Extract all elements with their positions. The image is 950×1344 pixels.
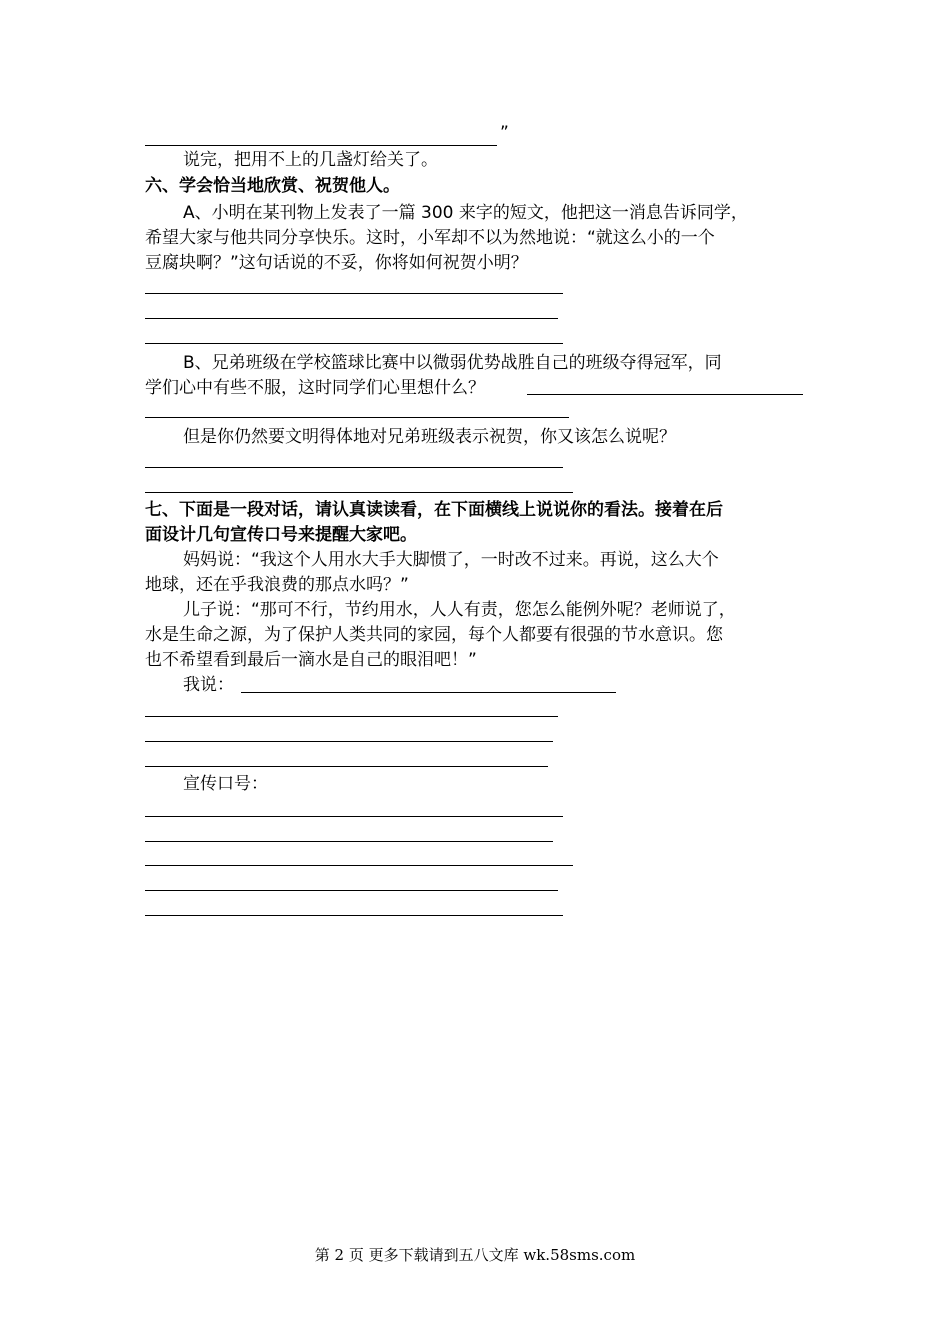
closing-quote: ”: [500, 123, 509, 143]
question-6a-text: 希望大家与他共同分享快乐。这时，小军却不以为然地说：“就这么小的一个: [145, 228, 715, 248]
answer-line: [145, 145, 497, 146]
answer-line: [145, 816, 563, 817]
answer-line: [145, 716, 558, 717]
answer-line: [145, 890, 558, 891]
answer-line: [145, 841, 553, 842]
my-view-label: 我说：: [183, 675, 234, 695]
section-7-heading: 面设计几句宣传口号来提醒大家吧。: [145, 525, 417, 545]
answer-line: [145, 343, 563, 344]
section-6-heading: 六、学会恰当地欣赏、祝贺他人。: [145, 176, 400, 196]
dialogue-mom: 地球，还在乎我浪费的那点水吗？”: [145, 575, 409, 595]
answer-line: [145, 741, 553, 742]
answer-line: [145, 492, 573, 493]
answer-line: [145, 766, 548, 767]
answer-line: [145, 318, 558, 319]
page-footer: 第 2 页 更多下载请到五八文库 wk.58sms.com: [314, 1246, 636, 1264]
question-6a-text: 豆腐块啊？”这句话说的不妥，你将如何祝贺小明？: [145, 253, 528, 273]
story-ending-text: 说完，把用不上的几盏灯给关了。: [183, 150, 438, 170]
answer-line: [145, 293, 563, 294]
dialogue-son: 也不希望看到最后一滴水是自己的眼泪吧！”: [145, 650, 477, 670]
dialogue-mom: 妈妈说：“我这个人用水大手大脚惯了，一时改不过来。再说，这么大个: [183, 550, 719, 570]
answer-line: [145, 865, 573, 866]
answer-line: [241, 692, 616, 693]
question-6b-text: 但是你仍然要文明得体地对兄弟班级表示祝贺，你又该怎么说呢？: [183, 427, 676, 447]
answer-line: [145, 467, 563, 468]
answer-line: [145, 417, 569, 418]
section-7-heading: 七、下面是一段对话，请认真读读看，在下面横线上说说你的看法。接着在后: [145, 500, 723, 520]
question-6b-text: 学们心中有些不服，这时同学们心里想什么？: [145, 378, 485, 398]
dialogue-son: 水是生命之源，为了保护人类共同的家园，每个人都要有很强的节水意识。您: [145, 625, 723, 645]
dialogue-son: 儿子说：“那可不行，节约用水，人人有责，您怎么能例外呢？老师说了，: [183, 600, 736, 620]
question-6b-text: B、兄弟班级在学校篮球比赛中以微弱优势战胜自己的班级夺得冠军，同: [183, 353, 722, 373]
slogan-label: 宣传口号：: [183, 774, 268, 794]
answer-line: [527, 394, 803, 395]
question-6a-text: A、小明在某刊物上发表了一篇 300 来字的短文，他把这一消息告诉同学，: [183, 203, 748, 223]
answer-line: [145, 915, 563, 916]
